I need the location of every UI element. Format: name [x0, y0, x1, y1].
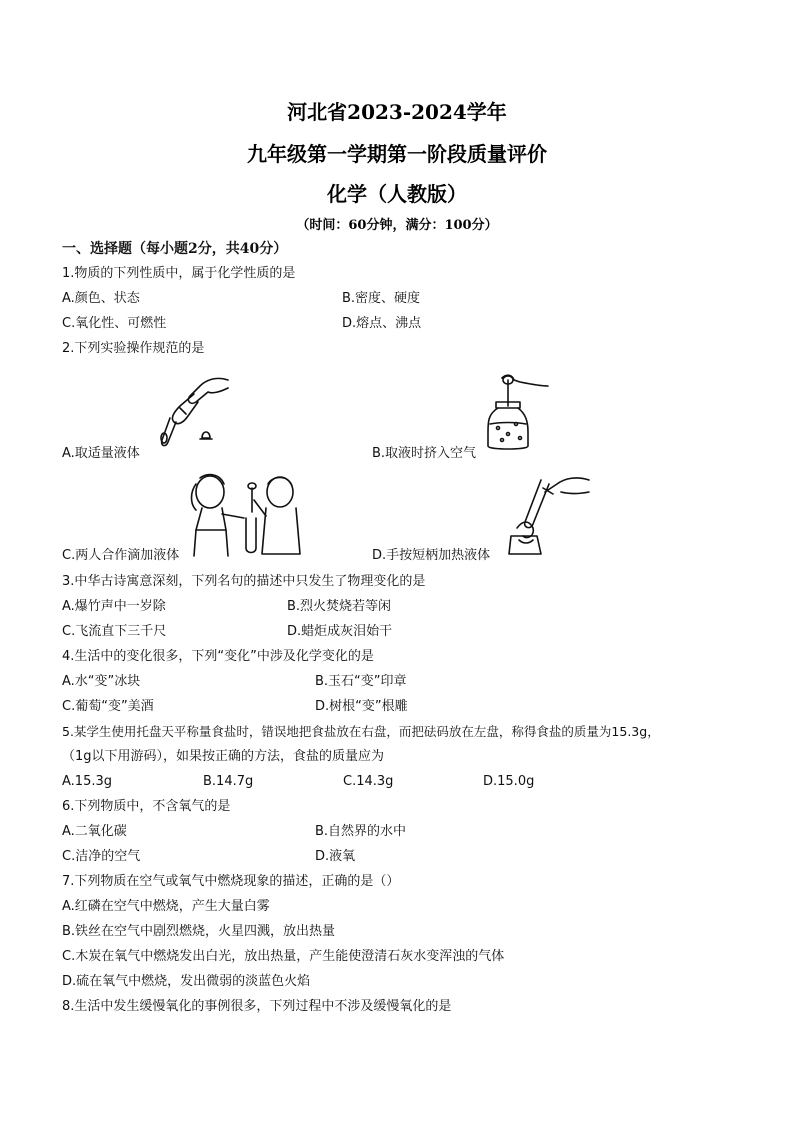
- q2-option-b: B.取液时挤入空气: [372, 446, 477, 461]
- two-students-illustration: [182, 470, 312, 558]
- question-7-stem: 7.下列物质在空气或氧气中燃烧现象的描述，正确的是（）: [62, 874, 400, 889]
- q6-option-a: A.二氧化碳: [62, 824, 127, 839]
- q5-option-a: A.15.3g: [62, 774, 112, 789]
- q7-option-b: B.铁丝在空气中剧烈燃烧，火星四溅，放出热量: [62, 924, 336, 939]
- dropper-bottle-illustration: [480, 372, 550, 454]
- exam-title-line1: 河北省2023-2024学年: [287, 100, 507, 124]
- q4-option-d: D.树根“变”根雕: [315, 699, 408, 714]
- exam-meta: （时间：60分钟，满分：100分）: [296, 218, 498, 233]
- pouring-liquid-illustration: [150, 372, 235, 452]
- section-heading: 一、选择题（每小题2分，共40分）: [62, 241, 288, 257]
- q7-option-d: D.硫在氧气中燃烧，发出微弱的淡蓝色火焰: [62, 974, 311, 989]
- question-1-stem: 1.物质的下列性质中，属于化学性质的是: [62, 266, 296, 281]
- exam-subject-title: 化学（人教版）: [327, 182, 467, 206]
- q3-option-d: D.蜡炬成灰泪始干: [287, 624, 393, 639]
- question-5-stem: 5.某学生使用托盘天平称量食盐时，错误地把食盐放在右盘，而把砝码放在左盘，称得食盐的质量为15.3g，: [62, 724, 660, 739]
- q5-option-d: D.15.0g: [483, 774, 535, 789]
- exam-title-line2: 九年级第一学期第一阶段质量评价: [247, 142, 547, 166]
- q6-option-d: D.液氧: [315, 849, 356, 864]
- q1-option-d: D.熔点、沸点: [342, 316, 422, 331]
- q3-option-a: A.爆竹声中一岁除: [62, 599, 166, 614]
- q2-option-d: D.手按短柄加热液体: [372, 548, 491, 563]
- q2-option-a: A.取适量液体: [62, 446, 140, 461]
- q1-option-b: B.密度、硬度: [342, 291, 421, 306]
- q1-option-a: A.颜色、状态: [62, 291, 140, 306]
- q4-option-c: C.葡萄“变”美酒: [62, 699, 154, 714]
- q6-option-c: C.洁净的空气: [62, 849, 141, 864]
- q5-option-b: B.14.7g: [203, 774, 254, 789]
- q7-option-a: A.红磷在空气中燃烧，产生大量白雾: [62, 899, 270, 914]
- question-6-stem: 6.下列物质中，不含氧气的是: [62, 799, 231, 814]
- question-8-stem: 8.生活中发生缓慢氧化的事例很多，下列过程中不涉及缓慢氧化的是: [62, 999, 452, 1014]
- q3-option-b: B.烈火焚烧若等闲: [287, 599, 392, 614]
- heating-test-tube-illustration: [505, 470, 590, 558]
- q1-option-c: C.氧化性、可燃性: [62, 316, 167, 331]
- q4-option-b: B.玉石“变”印章: [315, 674, 407, 689]
- q2-option-c: C.两人合作滴加液体: [62, 548, 180, 563]
- question-3-stem: 3.中华古诗寓意深刻，下列名句的描述中只发生了物理变化的是: [62, 574, 426, 589]
- q3-option-c: C.飞流直下三千尺: [62, 624, 167, 639]
- q4-option-a: A.水“变”冰块: [62, 674, 141, 689]
- question-5-stem-continued: （1g以下用游码），如果按正确的方法，食盐的质量应为: [62, 749, 385, 764]
- q5-option-c: C.14.3g: [343, 774, 394, 789]
- q7-option-c: C.木炭在氧气中燃烧发出白光，放出热量，产生能使澄清石灰水变浑浊的气体: [62, 949, 505, 964]
- question-2-stem: 2.下列实验操作规范的是: [62, 341, 205, 356]
- q6-option-b: B.自然界的水中: [315, 824, 407, 839]
- question-4-stem: 4.生活中的变化很多，下列“变化”中涉及化学变化的是: [62, 649, 374, 664]
